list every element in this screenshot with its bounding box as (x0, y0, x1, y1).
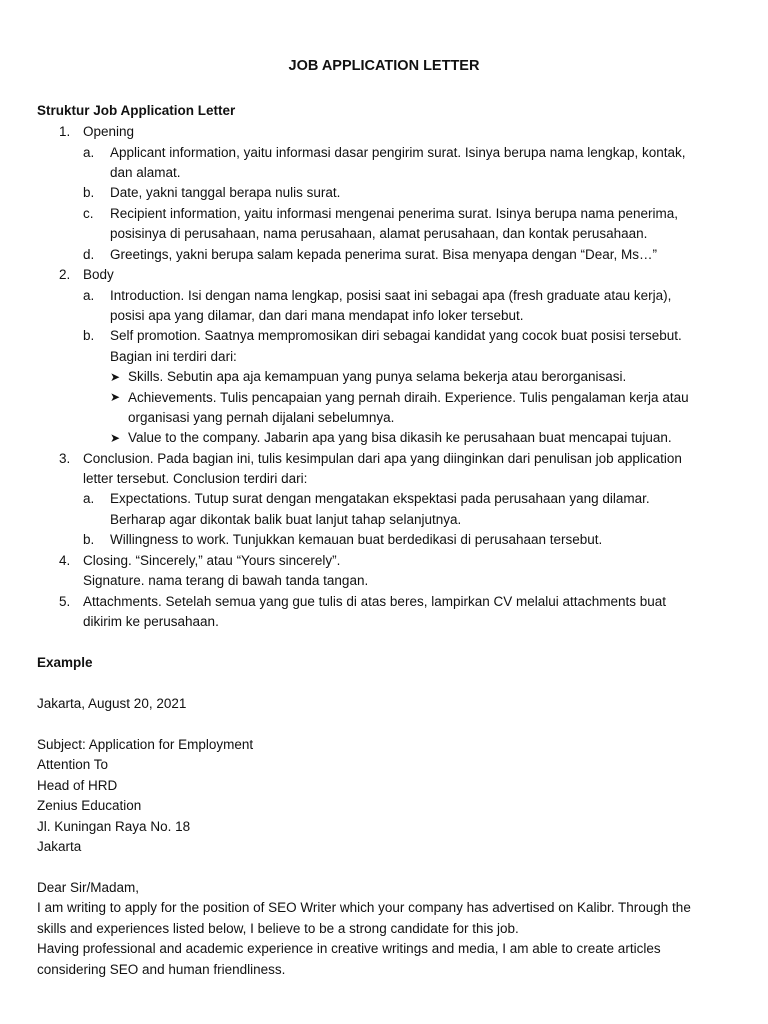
bullet-line: Achievements. Tulis pencapaian yang pernah diraih. Experience. Tulis pengalaman kerja atau (128, 390, 689, 405)
sub-item-line: dan alamat. (110, 165, 181, 180)
sub-item-line: Recipient information, yaitu informasi mengenai penerima surat. Isinya berupa nama penerima, (110, 206, 679, 221)
arrow-bullet-icon: ➤ (110, 431, 121, 445)
list-item-line: Attachments. Setelah semua yang gue tulis di atas beres, lampirkan CV melalui attachments buat (83, 594, 667, 609)
page-title: JOB APPLICATION LETTER (288, 58, 480, 74)
letter-address-line: Zenius Education (37, 798, 142, 813)
list-item-line: dikirim ke perusahaan. (83, 614, 219, 629)
list-item-line: letter tersebut. Conclusion terdiri dari: (83, 471, 308, 486)
sub-item-line: Applicant information, yaitu informasi dasar pengirim surat. Isinya berupa nama lengkap, kontak, (110, 145, 686, 160)
letter-body-line: I am writing to apply for the position of SEO Writer which your company has advertised on Kalibr. Through the (37, 900, 691, 915)
sub-item-line: Date, yakni tanggal berapa nulis surat. (110, 185, 341, 200)
sub-item-line: Willingness to work. Tunjukkan kemauan buat berdedikasi di perusahaan tersebut. (110, 532, 603, 547)
sub-item-line: Bagian ini terdiri dari: (110, 349, 237, 364)
sub-marker: b. (83, 185, 95, 200)
section-heading: Struktur Job Application Letter (37, 103, 236, 118)
sub-item-line: posisinya di perusahaan, nama perusahaan, alamat perusahaan, dan kontak perusahaan. (110, 226, 648, 241)
list-marker: 1. (59, 124, 71, 139)
letter-body-line: Having professional and academic experience in creative writings and media, I am able to create articles (37, 941, 661, 956)
sub-marker: a. (83, 288, 95, 303)
bullet-line: Skills. Sebutin apa aja kemampuan yang punya selama bekerja atau berorganisasi. (128, 369, 627, 384)
sub-marker: d. (83, 247, 95, 262)
sub-item-line: Greetings, yakni berupa salam kepada penerima surat. Bisa menyapa dengan “Dear, Ms…” (110, 247, 658, 262)
list-item-title: Opening (83, 124, 135, 139)
sub-marker: a. (83, 145, 95, 160)
list-marker: 2. (59, 267, 71, 282)
sub-marker: b. (83, 328, 95, 343)
letter-body-line: considering SEO and human friendliness. (37, 962, 286, 977)
sub-item-line: Self promotion. Saatnya mempromosikan diri sebagai kandidat yang cocok buat posisi tersebut. (110, 328, 682, 343)
letter-address-line: Jl. Kuningan Raya No. 18 (37, 819, 191, 834)
letter-address-line: Jakarta (37, 839, 82, 854)
sub-marker: a. (83, 491, 95, 506)
list-marker: 5. (59, 594, 71, 609)
bullet-line: organisasi yang pernah dijalani sebelumnya. (128, 410, 395, 425)
sub-marker: c. (83, 206, 94, 221)
arrow-bullet-icon: ➤ (110, 370, 121, 384)
letter-address-line: Head of HRD (37, 778, 118, 793)
example-heading: Example (37, 655, 93, 670)
list-item-title: Body (83, 267, 114, 282)
letter-salutation: Dear Sir/Madam, (37, 880, 140, 895)
list-item-line: Conclusion. Pada bagian ini, tulis kesimpulan dari apa yang diinginkan dari penulisan job application (83, 451, 682, 466)
sub-item-line: Introduction. Isi dengan nama lengkap, posisi saat ini sebagai apa (fresh graduate atau kerja), (110, 288, 672, 303)
sub-item-line: Berharap agar dikontak balik buat lanjut tahap selanjutnya. (110, 512, 462, 527)
list-marker: 4. (59, 553, 71, 568)
bullet-line: Value to the company. Jabarin apa yang bisa dikasih ke perusahaan buat mencapai tujuan. (128, 430, 672, 445)
list-item-line: Signature. nama terang di bawah tanda tangan. (83, 573, 369, 588)
letter-date: Jakarta, August 20, 2021 (37, 696, 187, 711)
list-item-line: Closing. “Sincerely,” atau “Yours sincerely”. (83, 553, 341, 568)
letter-address-line: Attention To (37, 757, 109, 772)
sub-item-line: posisi apa yang dilamar, dan dari mana mendapat info loker tersebut. (110, 308, 524, 323)
letter-subject: Subject: Application for Employment (37, 737, 254, 752)
list-marker: 3. (59, 451, 71, 466)
letter-body-line: skills and experiences listed below, I believe to be a strong candidate for this job. (37, 921, 519, 936)
sub-marker: b. (83, 532, 95, 547)
arrow-bullet-icon: ➤ (110, 390, 121, 404)
sub-item-line: Expectations. Tutup surat dengan mengatakan ekspektasi pada perusahaan yang dilamar. (110, 491, 650, 506)
